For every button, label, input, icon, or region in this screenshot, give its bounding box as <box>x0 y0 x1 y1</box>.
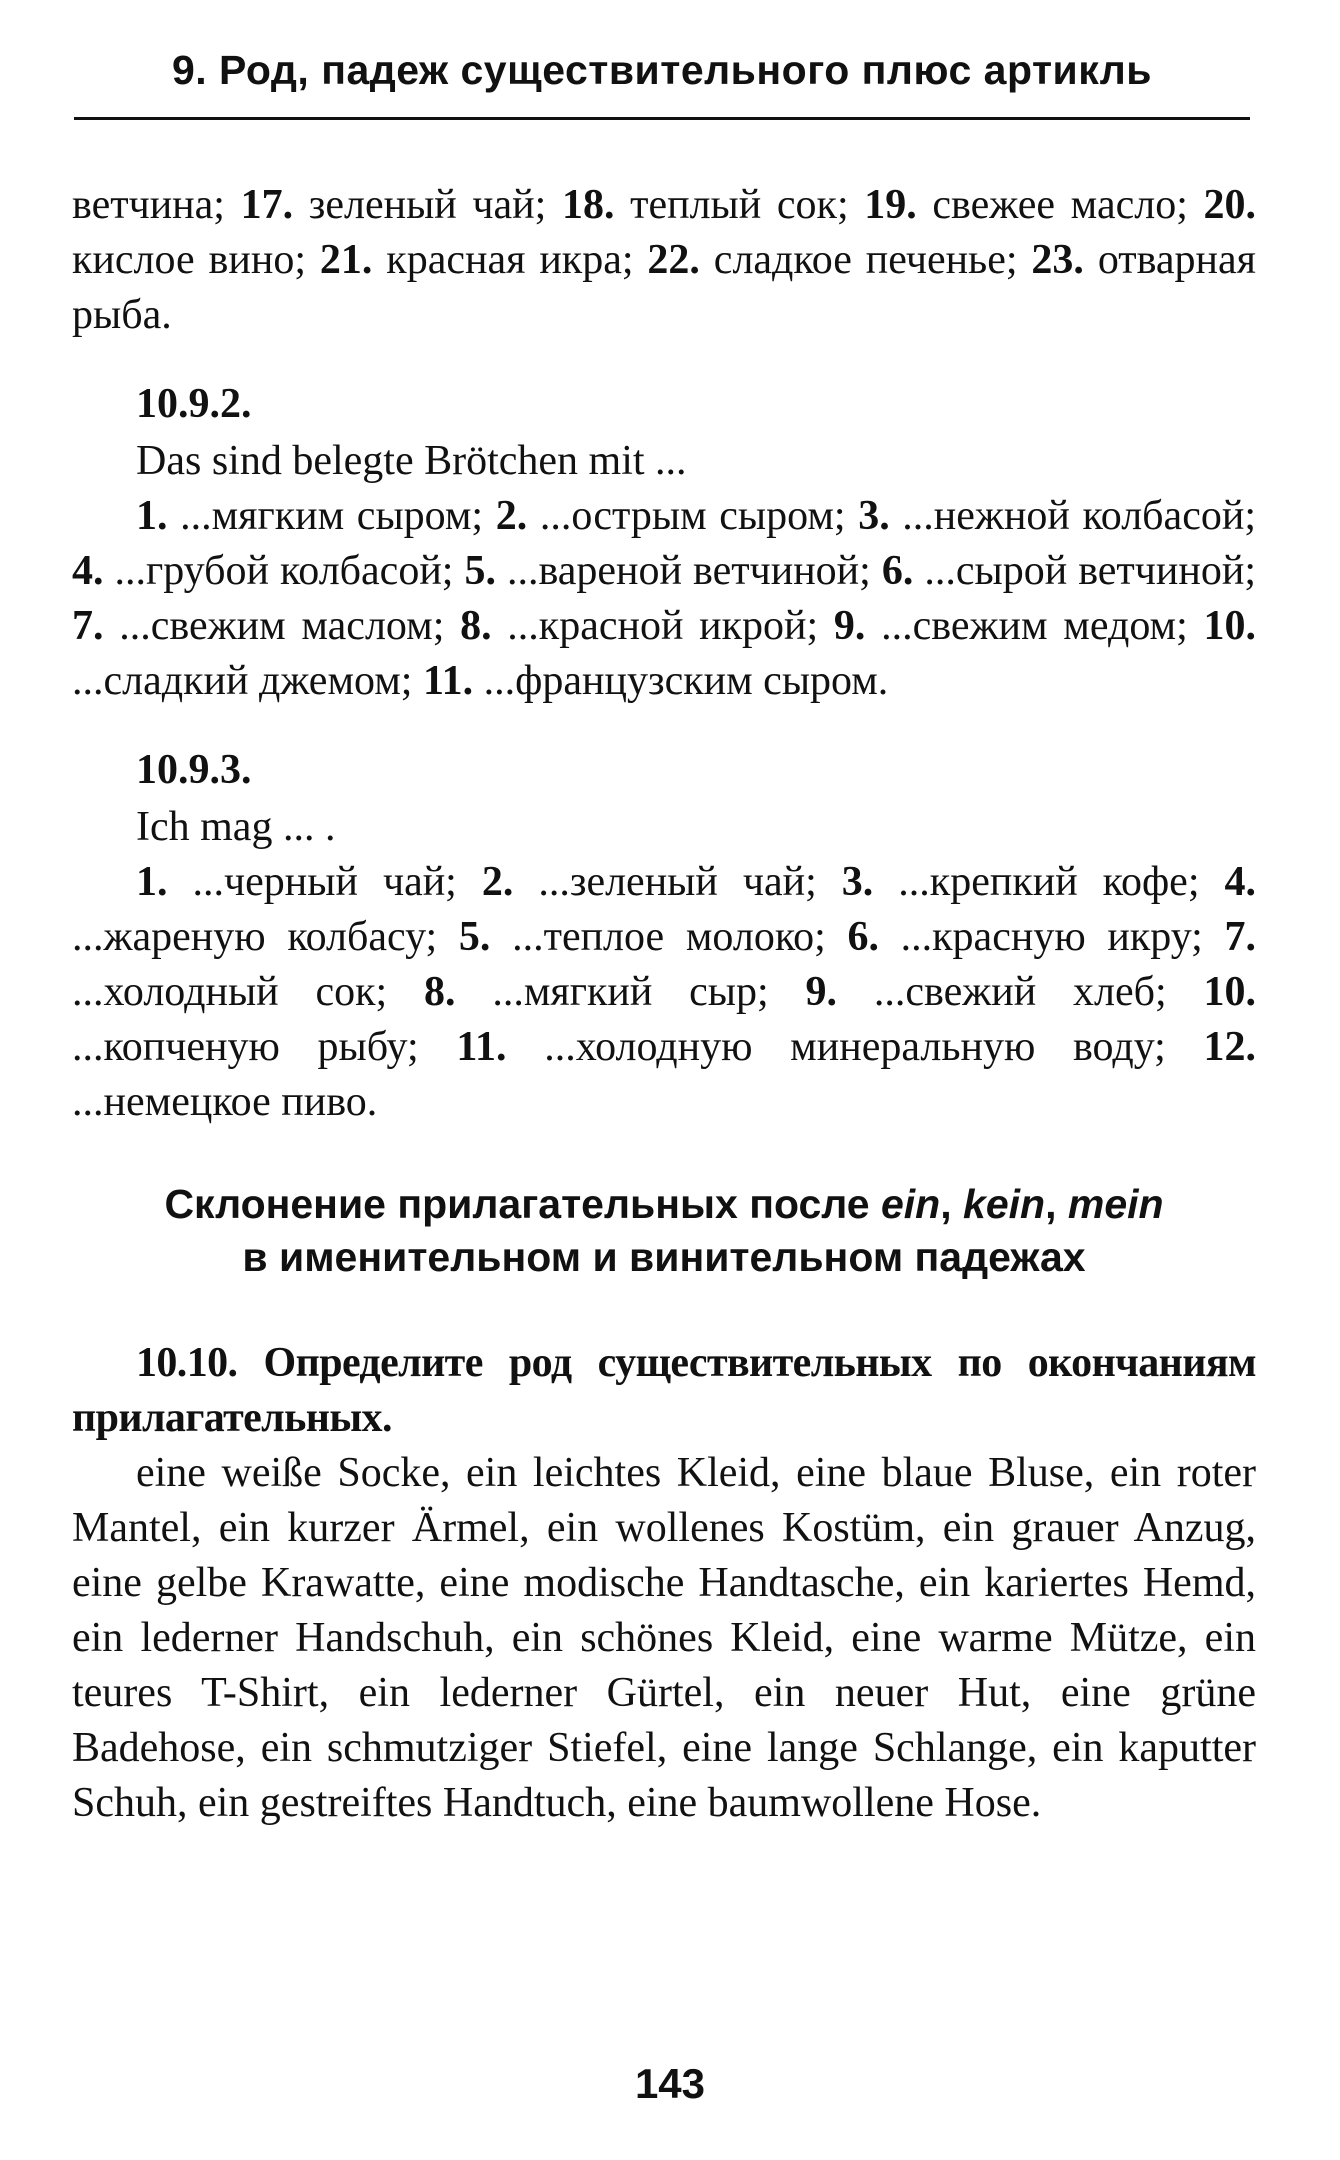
section-title-mein: mein <box>1067 1181 1164 1227</box>
item-number: 11. <box>422 658 474 704</box>
item-number: 3. <box>841 859 874 905</box>
running-head: 9. Род, падеж существительного плюс артикль <box>171 47 1153 93</box>
item-text: ...черный чай; <box>167 859 482 905</box>
item-text: ...сладкий джемом; <box>72 658 423 704</box>
exercise-items <box>72 489 1256 709</box>
item-text: кислое вино; <box>72 237 320 283</box>
exercise-items <box>72 855 1256 1130</box>
item-number: 8. <box>424 969 456 1015</box>
item-text: отварная рыба. <box>72 237 1256 338</box>
section-title-separator: , <box>940 1181 964 1227</box>
item-number: 9. <box>805 969 838 1015</box>
item-text: ...свежий хлеб; <box>837 969 1204 1015</box>
section-title-text: Склонение прилагательных после <box>164 1181 881 1227</box>
item-text: ...грубой колбасой; <box>103 548 465 594</box>
item-text: ...мягкий сыр; <box>455 969 806 1015</box>
item-number: 22. <box>647 237 700 283</box>
exercise-number: 10.9.3. <box>136 747 252 793</box>
exercise-10-9-2 <box>72 377 1256 709</box>
item-number: 5. <box>458 914 491 960</box>
item-text: сладкое печенье; <box>699 237 1032 283</box>
continuation-paragraph <box>72 178 1256 343</box>
exercise-lead: Das sind belegte Brötchen mit ... <box>136 438 687 484</box>
item-text: ...копченую рыбу; <box>72 1024 457 1070</box>
exercise-10-10-task: 10.10. Определите род существительных по окончаниям прилагательных. <box>72 1340 1256 1441</box>
item-text: ...красной икрой; <box>491 603 834 649</box>
item-number: 2. <box>481 859 514 905</box>
exercise-10-9-3 <box>72 743 1256 1130</box>
item-number: 23. <box>1031 237 1084 283</box>
page-number: 143 <box>634 2060 706 2107</box>
section-heading <box>72 1178 1256 1284</box>
item-number: 1. <box>136 493 168 539</box>
item-number: 12. <box>1203 1024 1256 1070</box>
item-text: ...вареной ветчиной; <box>495 548 882 594</box>
header-rule <box>74 117 1250 120</box>
item-text: ...мягким сыром; <box>167 493 496 539</box>
item-text: ветчина; <box>72 182 241 228</box>
item-number: 10. <box>1203 969 1256 1015</box>
item-text: ...холодный сок; <box>72 969 425 1015</box>
item-number: 4. <box>72 548 104 594</box>
exercise-10-10-text: eine weiße Socke, ein leichtes Kleid, eine blaue Bluse, ein roter Mantel, ein kurzer Ärmel, ein wollenes Kostüm, ein grauer Anzug, eine gelbe Krawatte, eine modische Handtasche, ein kariertes Hemd, ein lederner Handschuh, ein schönes Kleid, eine warme Mütze, ein teures T-Shirt, ein lederner Gürtel, ein neuer Hut, eine grüne Badehose, ein schmutziger Stiefel, eine lange Schlange, ein kaputter Schuh, ein gestreiftes Handtuch, eine baumwollene Hose. <box>72 1450 1256 1826</box>
item-text: ...свежим медом; <box>865 603 1204 649</box>
item-text: ...крепкий кофе; <box>873 859 1225 905</box>
item-text: ...немецкое пиво. <box>72 1079 378 1125</box>
item-text: свежее масло; <box>916 182 1204 228</box>
item-number: 11. <box>456 1024 507 1070</box>
item-number: 1. <box>136 859 168 905</box>
item-text: ...холодную минеральную воду; <box>506 1024 1204 1070</box>
item-text: ...жареную колбасу; <box>72 914 459 960</box>
section-title-line2: в именительном и винительном падежах <box>242 1234 1086 1280</box>
item-number: 8. <box>460 603 492 649</box>
item-text: зеленый чай; <box>293 182 562 228</box>
item-text: ...теплое молоко; <box>490 914 848 960</box>
body-text <box>72 178 1256 1831</box>
item-number: 19. <box>864 182 917 228</box>
item-text: ...сырой ветчиной; <box>913 548 1257 594</box>
exercise-number: 10.9.2. <box>136 381 252 427</box>
item-text: красная икра; <box>372 237 648 283</box>
item-number: 4. <box>1224 859 1256 905</box>
item-number: 9. <box>833 603 866 649</box>
item-text: ...французским сыром. <box>473 658 889 704</box>
section-title-kein: kein <box>963 1181 1046 1227</box>
item-text: ...красную икру; <box>878 914 1225 960</box>
item-text: теплый сок; <box>614 182 865 228</box>
item-number: 5. <box>464 548 496 594</box>
item-number: 10. <box>1203 603 1256 649</box>
item-number: 3. <box>858 493 890 539</box>
section-title-ein: ein <box>880 1181 941 1227</box>
item-number: 20. <box>1203 182 1257 228</box>
item-number: 7. <box>1224 914 1256 960</box>
item-text: ...острым сыром; <box>527 493 859 539</box>
section-title-separator: , <box>1045 1181 1068 1227</box>
item-number: 6. <box>881 548 914 594</box>
item-text: ...свежим маслом; <box>103 603 461 649</box>
item-number: 2. <box>495 493 528 539</box>
item-number: 7. <box>72 603 104 649</box>
item-number: 6. <box>847 914 879 960</box>
item-text: ...нежной колбасой; <box>889 493 1256 539</box>
item-number: 18. <box>561 182 615 228</box>
item-number: 21. <box>319 237 373 283</box>
item-text: ...зеленый чай; <box>513 859 842 905</box>
exercise-lead: Ich mag ... . <box>136 804 336 850</box>
item-number: 17. <box>240 182 294 228</box>
